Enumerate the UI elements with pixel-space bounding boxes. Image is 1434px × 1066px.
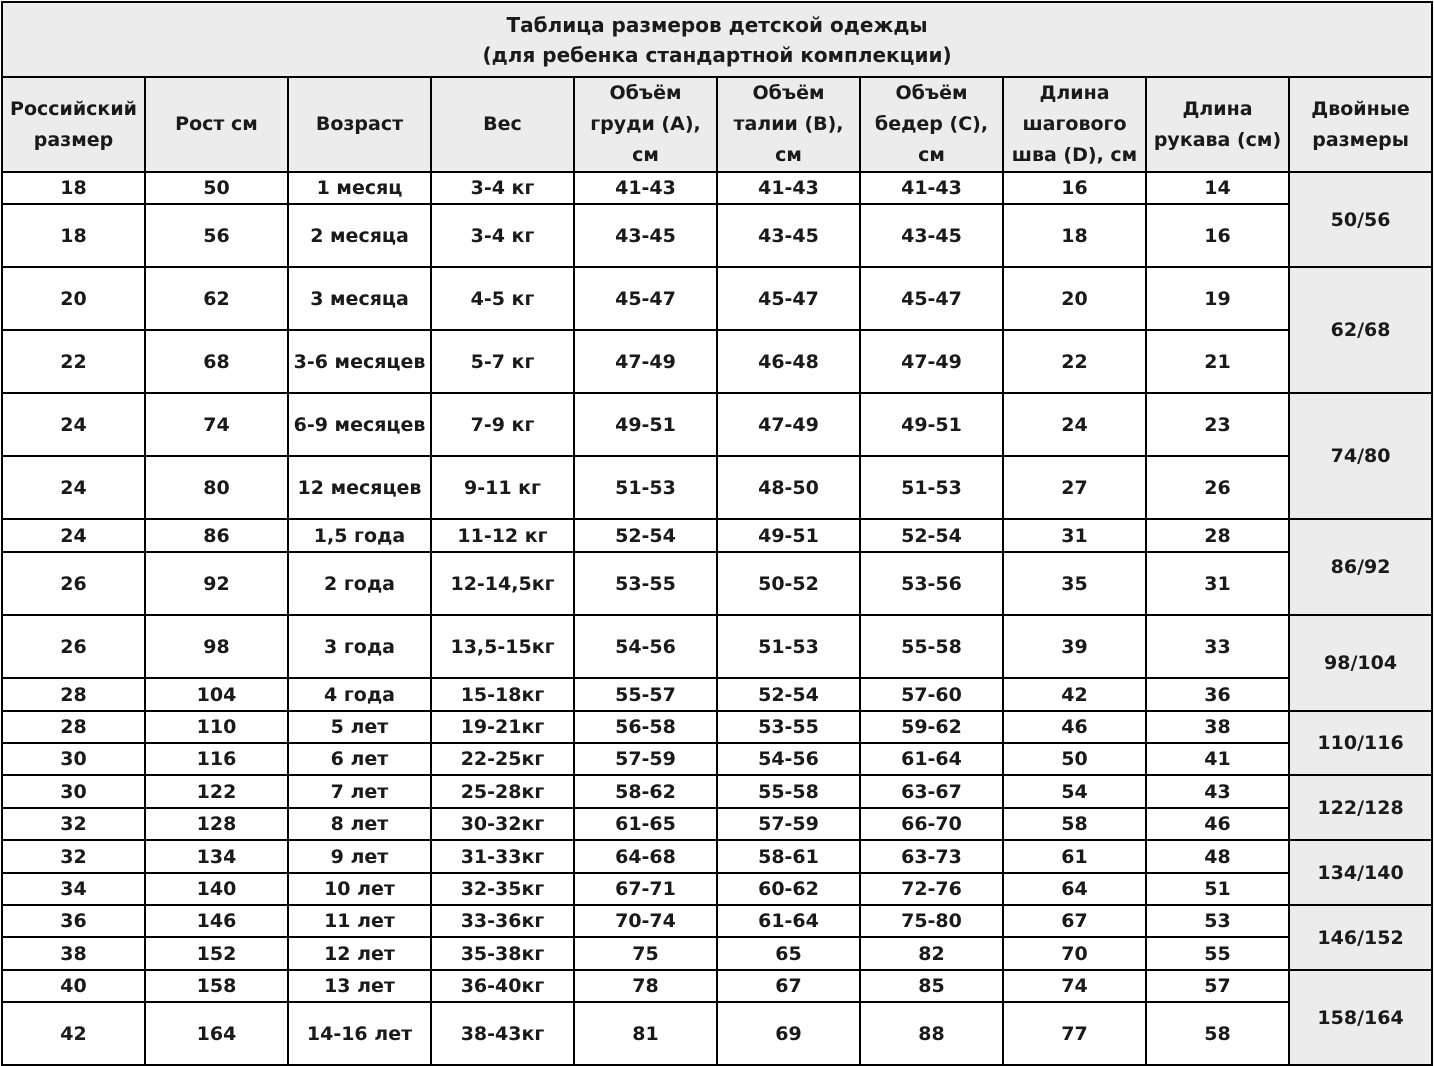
cell-weight: 25-28кг xyxy=(431,775,574,808)
cell-inseam: 67 xyxy=(1003,905,1146,937)
cell-sleeve: 38 xyxy=(1146,711,1289,743)
cell-sleeve: 48 xyxy=(1146,840,1289,873)
cell-age: 13 лет xyxy=(288,970,431,1002)
cell-inseam: 64 xyxy=(1003,873,1146,905)
cell-dual-size: 50/56 xyxy=(1289,172,1432,267)
cell-hips: 75-80 xyxy=(860,905,1003,937)
cell-weight: 7-9 кг xyxy=(431,393,574,456)
cell-sleeve: 43 xyxy=(1146,775,1289,808)
table-row xyxy=(2,615,1432,678)
cell-hips: 63-73 xyxy=(860,840,1003,873)
header-row xyxy=(2,77,1432,172)
cell-weight: 30-32кг xyxy=(431,808,574,840)
cell-hips: 45-47 xyxy=(860,267,1003,330)
cell-weight: 15-18кг xyxy=(431,678,574,711)
cell-dual-size: 62/68 xyxy=(1289,267,1432,393)
cell-age: 6-9 месяцев xyxy=(288,393,431,456)
cell-russian-size: 30 xyxy=(2,743,145,775)
cell-chest: 78 xyxy=(574,970,717,1002)
cell-height: 98 xyxy=(145,615,288,678)
cell-chest: 41-43 xyxy=(574,172,717,204)
header-russian-size: Российский размер xyxy=(2,77,145,172)
cell-hips: 53-56 xyxy=(860,552,1003,615)
cell-height: 140 xyxy=(145,873,288,905)
cell-inseam: 18 xyxy=(1003,204,1146,267)
cell-russian-size: 36 xyxy=(2,905,145,937)
cell-sleeve: 23 xyxy=(1146,393,1289,456)
cell-waist: 60-62 xyxy=(717,873,860,905)
cell-age: 3 месяца xyxy=(288,267,431,330)
cell-sleeve: 26 xyxy=(1146,456,1289,519)
cell-waist: 69 xyxy=(717,1002,860,1065)
cell-hips: 88 xyxy=(860,1002,1003,1065)
cell-chest: 67-71 xyxy=(574,873,717,905)
cell-weight: 35-38кг xyxy=(431,937,574,970)
cell-hips: 66-70 xyxy=(860,808,1003,840)
cell-waist: 51-53 xyxy=(717,615,860,678)
cell-height: 50 xyxy=(145,172,288,204)
cell-weight: 4-5 кг xyxy=(431,267,574,330)
cell-russian-size: 28 xyxy=(2,678,145,711)
cell-sleeve: 21 xyxy=(1146,330,1289,393)
cell-waist: 54-56 xyxy=(717,743,860,775)
cell-age: 5 лет xyxy=(288,711,431,743)
cell-age: 2 года xyxy=(288,552,431,615)
cell-russian-size: 24 xyxy=(2,456,145,519)
cell-waist: 55-58 xyxy=(717,775,860,808)
cell-weight: 12-14,5кг xyxy=(431,552,574,615)
cell-chest: 43-45 xyxy=(574,204,717,267)
cell-russian-size: 18 xyxy=(2,204,145,267)
cell-waist: 58-61 xyxy=(717,840,860,873)
cell-hips: 52-54 xyxy=(860,519,1003,552)
table-row xyxy=(2,808,1432,840)
cell-waist: 52-54 xyxy=(717,678,860,711)
cell-waist: 61-64 xyxy=(717,905,860,937)
cell-sleeve: 51 xyxy=(1146,873,1289,905)
table-title-line-1: Таблица размеров детской одежды xyxy=(506,12,928,37)
cell-age: 1,5 года xyxy=(288,519,431,552)
cell-inseam: 24 xyxy=(1003,393,1146,456)
cell-age: 8 лет xyxy=(288,808,431,840)
cell-dual-size: 134/140 xyxy=(1289,840,1432,905)
cell-height: 104 xyxy=(145,678,288,711)
header-chest: Объём груди (А), см xyxy=(574,77,717,172)
cell-hips: 59-62 xyxy=(860,711,1003,743)
cell-waist: 47-49 xyxy=(717,393,860,456)
header-sleeve: Длина рукава (см) xyxy=(1146,77,1289,172)
cell-hips: 72-76 xyxy=(860,873,1003,905)
cell-chest: 61-65 xyxy=(574,808,717,840)
cell-weight: 32-35кг xyxy=(431,873,574,905)
cell-russian-size: 32 xyxy=(2,840,145,873)
cell-waist: 53-55 xyxy=(717,711,860,743)
table-row xyxy=(2,905,1432,937)
cell-waist: 67 xyxy=(717,970,860,1002)
cell-height: 74 xyxy=(145,393,288,456)
header-dual-sizes: Двойные размеры xyxy=(1289,77,1432,172)
cell-weight: 13,5-15кг xyxy=(431,615,574,678)
cell-age: 14-16 лет xyxy=(288,1002,431,1065)
cell-waist: 65 xyxy=(717,937,860,970)
cell-height: 122 xyxy=(145,775,288,808)
cell-chest: 56-58 xyxy=(574,711,717,743)
cell-sleeve: 36 xyxy=(1146,678,1289,711)
cell-inseam: 74 xyxy=(1003,970,1146,1002)
cell-sleeve: 46 xyxy=(1146,808,1289,840)
cell-dual-size: 146/152 xyxy=(1289,905,1432,970)
cell-height: 128 xyxy=(145,808,288,840)
table-row xyxy=(2,393,1432,456)
cell-waist: 45-47 xyxy=(717,267,860,330)
cell-waist: 46-48 xyxy=(717,330,860,393)
cell-weight: 36-40кг xyxy=(431,970,574,1002)
cell-russian-size: 18 xyxy=(2,172,145,204)
cell-weight: 33-36кг xyxy=(431,905,574,937)
cell-sleeve: 14 xyxy=(1146,172,1289,204)
cell-inseam: 35 xyxy=(1003,552,1146,615)
cell-sleeve: 41 xyxy=(1146,743,1289,775)
cell-waist: 48-50 xyxy=(717,456,860,519)
table-row xyxy=(2,743,1432,775)
cell-russian-size: 26 xyxy=(2,615,145,678)
cell-age: 6 лет xyxy=(288,743,431,775)
cell-age: 2 месяца xyxy=(288,204,431,267)
table-title xyxy=(2,2,1432,77)
cell-weight: 9-11 кг xyxy=(431,456,574,519)
cell-inseam: 27 xyxy=(1003,456,1146,519)
cell-height: 68 xyxy=(145,330,288,393)
cell-weight: 3-4 кг xyxy=(431,204,574,267)
cell-waist: 43-45 xyxy=(717,204,860,267)
cell-hips: 51-53 xyxy=(860,456,1003,519)
cell-sleeve: 53 xyxy=(1146,905,1289,937)
header-hips: Объём бедер (С), см xyxy=(860,77,1003,172)
cell-weight: 11-12 кг xyxy=(431,519,574,552)
table-row xyxy=(2,456,1432,519)
cell-chest: 75 xyxy=(574,937,717,970)
cell-inseam: 46 xyxy=(1003,711,1146,743)
cell-height: 80 xyxy=(145,456,288,519)
cell-sleeve: 19 xyxy=(1146,267,1289,330)
cell-inseam: 77 xyxy=(1003,1002,1146,1065)
cell-chest: 81 xyxy=(574,1002,717,1065)
cell-inseam: 50 xyxy=(1003,743,1146,775)
cell-russian-size: 28 xyxy=(2,711,145,743)
cell-inseam: 31 xyxy=(1003,519,1146,552)
cell-age: 10 лет xyxy=(288,873,431,905)
cell-inseam: 22 xyxy=(1003,330,1146,393)
cell-russian-size: 20 xyxy=(2,267,145,330)
cell-sleeve: 55 xyxy=(1146,937,1289,970)
cell-waist: 49-51 xyxy=(717,519,860,552)
table-row xyxy=(2,330,1432,393)
table-row xyxy=(2,267,1432,330)
cell-dual-size: 86/92 xyxy=(1289,519,1432,615)
cell-chest: 49-51 xyxy=(574,393,717,456)
cell-sleeve: 16 xyxy=(1146,204,1289,267)
cell-chest: 51-53 xyxy=(574,456,717,519)
cell-height: 110 xyxy=(145,711,288,743)
cell-age: 11 лет xyxy=(288,905,431,937)
cell-weight: 3-4 кг xyxy=(431,172,574,204)
cell-chest: 55-57 xyxy=(574,678,717,711)
cell-chest: 45-47 xyxy=(574,267,717,330)
cell-sleeve: 57 xyxy=(1146,970,1289,1002)
cell-sleeve: 31 xyxy=(1146,552,1289,615)
cell-age: 12 лет xyxy=(288,937,431,970)
cell-height: 62 xyxy=(145,267,288,330)
cell-age: 4 года xyxy=(288,678,431,711)
table-row xyxy=(2,711,1432,743)
table-row xyxy=(2,204,1432,267)
cell-inseam: 39 xyxy=(1003,615,1146,678)
cell-chest: 47-49 xyxy=(574,330,717,393)
cell-sleeve: 58 xyxy=(1146,1002,1289,1065)
cell-russian-size: 30 xyxy=(2,775,145,808)
table-row xyxy=(2,552,1432,615)
cell-weight: 19-21кг xyxy=(431,711,574,743)
cell-chest: 70-74 xyxy=(574,905,717,937)
cell-age: 3 года xyxy=(288,615,431,678)
cell-age: 9 лет xyxy=(288,840,431,873)
header-height: Рост см xyxy=(145,77,288,172)
cell-sleeve: 28 xyxy=(1146,519,1289,552)
header-waist: Объём талии (B), см xyxy=(717,77,860,172)
cell-hips: 55-58 xyxy=(860,615,1003,678)
cell-age: 3-6 месяцев xyxy=(288,330,431,393)
header-inseam: Длина шагового шва (D), см xyxy=(1003,77,1146,172)
cell-sleeve: 33 xyxy=(1146,615,1289,678)
table-row xyxy=(2,519,1432,552)
cell-weight: 5-7 кг xyxy=(431,330,574,393)
cell-chest: 64-68 xyxy=(574,840,717,873)
cell-age: 12 месяцев xyxy=(288,456,431,519)
cell-chest: 53-55 xyxy=(574,552,717,615)
cell-russian-size: 24 xyxy=(2,393,145,456)
cell-inseam: 42 xyxy=(1003,678,1146,711)
cell-height: 164 xyxy=(145,1002,288,1065)
size-chart-table xyxy=(1,1,1433,1066)
cell-russian-size: 24 xyxy=(2,519,145,552)
cell-inseam: 16 xyxy=(1003,172,1146,204)
cell-inseam: 70 xyxy=(1003,937,1146,970)
cell-height: 134 xyxy=(145,840,288,873)
cell-weight: 22-25кг xyxy=(431,743,574,775)
cell-height: 158 xyxy=(145,970,288,1002)
cell-dual-size: 110/116 xyxy=(1289,711,1432,775)
cell-age: 1 месяц xyxy=(288,172,431,204)
table-row xyxy=(2,678,1432,711)
table-row xyxy=(2,1002,1432,1065)
cell-chest: 58-62 xyxy=(574,775,717,808)
table-row xyxy=(2,840,1432,873)
cell-hips: 43-45 xyxy=(860,204,1003,267)
cell-inseam: 58 xyxy=(1003,808,1146,840)
table-row xyxy=(2,873,1432,905)
cell-dual-size: 158/164 xyxy=(1289,970,1432,1065)
table-row xyxy=(2,775,1432,808)
cell-dual-size: 74/80 xyxy=(1289,393,1432,519)
cell-chest: 54-56 xyxy=(574,615,717,678)
table-row xyxy=(2,937,1432,970)
cell-weight: 31-33кг xyxy=(431,840,574,873)
cell-hips: 82 xyxy=(860,937,1003,970)
cell-weight: 38-43кг xyxy=(431,1002,574,1065)
cell-inseam: 20 xyxy=(1003,267,1146,330)
cell-russian-size: 32 xyxy=(2,808,145,840)
table-row xyxy=(2,172,1432,204)
cell-waist: 41-43 xyxy=(717,172,860,204)
cell-height: 116 xyxy=(145,743,288,775)
cell-russian-size: 40 xyxy=(2,970,145,1002)
cell-height: 56 xyxy=(145,204,288,267)
cell-waist: 57-59 xyxy=(717,808,860,840)
header-weight: Вес xyxy=(431,77,574,172)
cell-dual-size: 98/104 xyxy=(1289,615,1432,711)
cell-hips: 41-43 xyxy=(860,172,1003,204)
cell-inseam: 61 xyxy=(1003,840,1146,873)
cell-age: 7 лет xyxy=(288,775,431,808)
table-row xyxy=(2,970,1432,1002)
cell-russian-size: 38 xyxy=(2,937,145,970)
header-age: Возраст xyxy=(288,77,431,172)
title-row xyxy=(2,2,1432,77)
cell-russian-size: 42 xyxy=(2,1002,145,1065)
table-title-line-2: (для ребенка стандартной комплекции) xyxy=(482,42,952,67)
cell-hips: 49-51 xyxy=(860,393,1003,456)
cell-height: 146 xyxy=(145,905,288,937)
cell-hips: 61-64 xyxy=(860,743,1003,775)
cell-waist: 50-52 xyxy=(717,552,860,615)
cell-height: 92 xyxy=(145,552,288,615)
cell-hips: 63-67 xyxy=(860,775,1003,808)
cell-hips: 47-49 xyxy=(860,330,1003,393)
cell-height: 152 xyxy=(145,937,288,970)
cell-chest: 57-59 xyxy=(574,743,717,775)
cell-dual-size: 122/128 xyxy=(1289,775,1432,840)
cell-height: 86 xyxy=(145,519,288,552)
cell-russian-size: 34 xyxy=(2,873,145,905)
cell-russian-size: 22 xyxy=(2,330,145,393)
cell-inseam: 54 xyxy=(1003,775,1146,808)
cell-hips: 57-60 xyxy=(860,678,1003,711)
cell-russian-size: 26 xyxy=(2,552,145,615)
cell-hips: 85 xyxy=(860,970,1003,1002)
cell-chest: 52-54 xyxy=(574,519,717,552)
